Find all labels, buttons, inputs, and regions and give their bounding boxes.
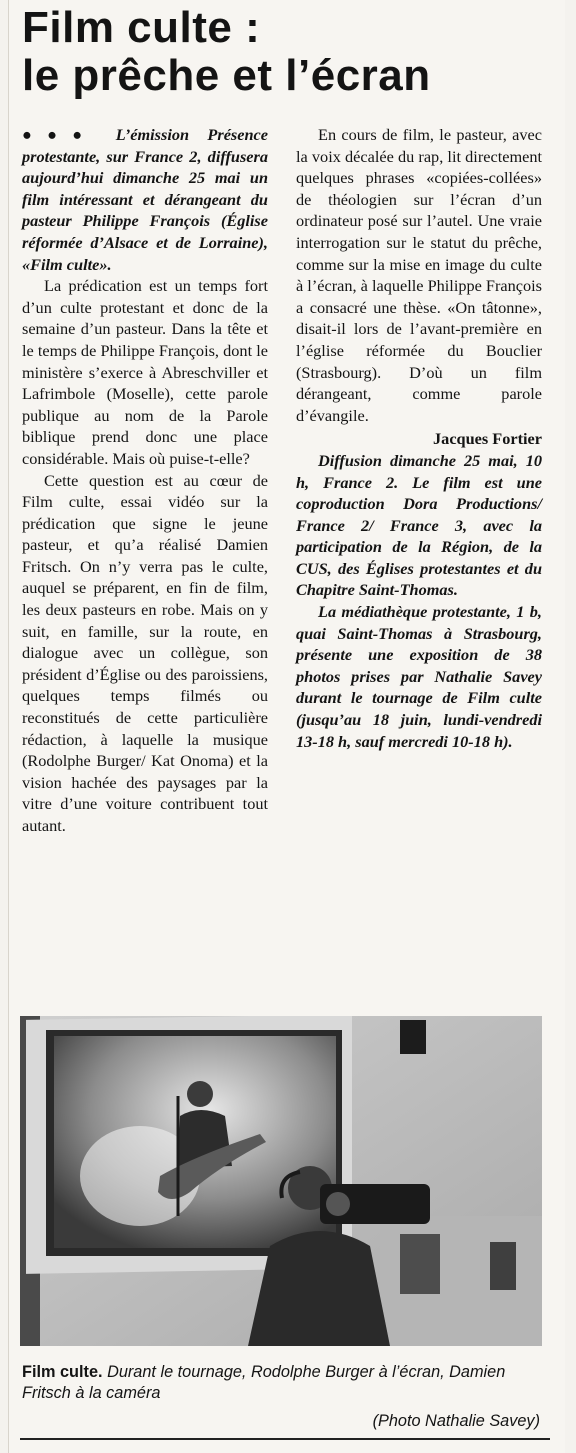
headline-line-1: Film culte : (22, 3, 261, 52)
photo-credit: (Photo Nathalie Savey) (372, 1412, 540, 1430)
article-paragraph-3: En cours de film, le pasteur, avec la voix décalée du rap, lit directement quelques phrases «copiées-collées» de théologien sur l’écran d’un ordinateur posé sur l’autel. Une vraie interrogation sur le statut du prêche, comme sur la mise en image du culte à l’écran, à laquelle Philippe François a consacré une thèse. «On tâtonne», disait-il lors de l’avant-première en l’église réformée du Bouclier (Strasbourg). D’où un film dérangeant, comme parole d’évangile. (296, 125, 542, 425)
caption-lead: Film culte. (22, 1363, 103, 1381)
exhibition-info: La médiathèque protestante, 1 b, quai Saint-Thomas à Strasbourg, présente une exposition de 38 photos prises par Nathalie Savey durant le tournage de Film culte (jusqu’au 18 juin, lundi-vendredi 13-18 h, sauf mercredi 10-18 h). (296, 602, 542, 751)
article-paragraph-1: La prédication est un temps fort d’un culte protestant et donc de la semaine d’un pasteur. Dans la tête et le temps de Philippe François, dont le ministère s’exerce à Abreschviller et Lafrimbole (Moselle), cette parole publique au nom de la Parole biblique prend donc une place considérable. Mais où puise-t-elle? (22, 276, 268, 468)
broadcast-info: Diffusion dimanche 25 mai, 10 h, France 2. Le film est une coproduction Dora Productions/ France 2/ France 3, avec la participation de la Région, de la CUS, des Églises protestantes et du Chapitre Saint-Thomas. (296, 450, 542, 600)
article-column-right (296, 124, 542, 752)
article-column-left (22, 124, 268, 837)
byline: Jacques Fortier (433, 429, 542, 449)
article-paragraph-2: Cette question est au cœur de Film culte, essai vidéo sur la prédication que signe le jeune pasteur, et qu’a réalisé Damien Fritsch. On n’y verra pas le culte, auquel se préparent, en fin de film, les deux pasteurs en robe. Mais on y suit, en famille, sur la route, en dialogue avec un collègue, son président d’Église ou des paroissiens, quelques temps filmés ou reconstitués de cette particulière rédaction, à laquelle la musique (Rodolphe Burger/ Kat Onoma) et la vision hachée des paysages par la vitre d’une voiture contribuent tout autant. (22, 470, 268, 835)
headline-line-2: le prêche et l’écran (22, 51, 431, 100)
caption-text: Durant le tournage, Rodolphe Burger à l’écran, Damien Fritsch à la caméra (22, 1363, 506, 1402)
photo-caption (22, 1362, 544, 1404)
lede-text: L’émission Présence protestante, sur France 2, diffusera aujourd’hui dimanche 25 mai un film intéressant et dérangeant du pasteur Philippe François (Église réformée d’Alsace et de Lorraine), «Film culte». (22, 125, 268, 274)
filming-scene-image (20, 1016, 542, 1346)
bottom-rule (20, 1438, 550, 1440)
article-photo (20, 1016, 542, 1346)
bullet-icons: ●●● (22, 125, 98, 144)
article-lede (22, 124, 268, 275)
headline (22, 4, 552, 100)
